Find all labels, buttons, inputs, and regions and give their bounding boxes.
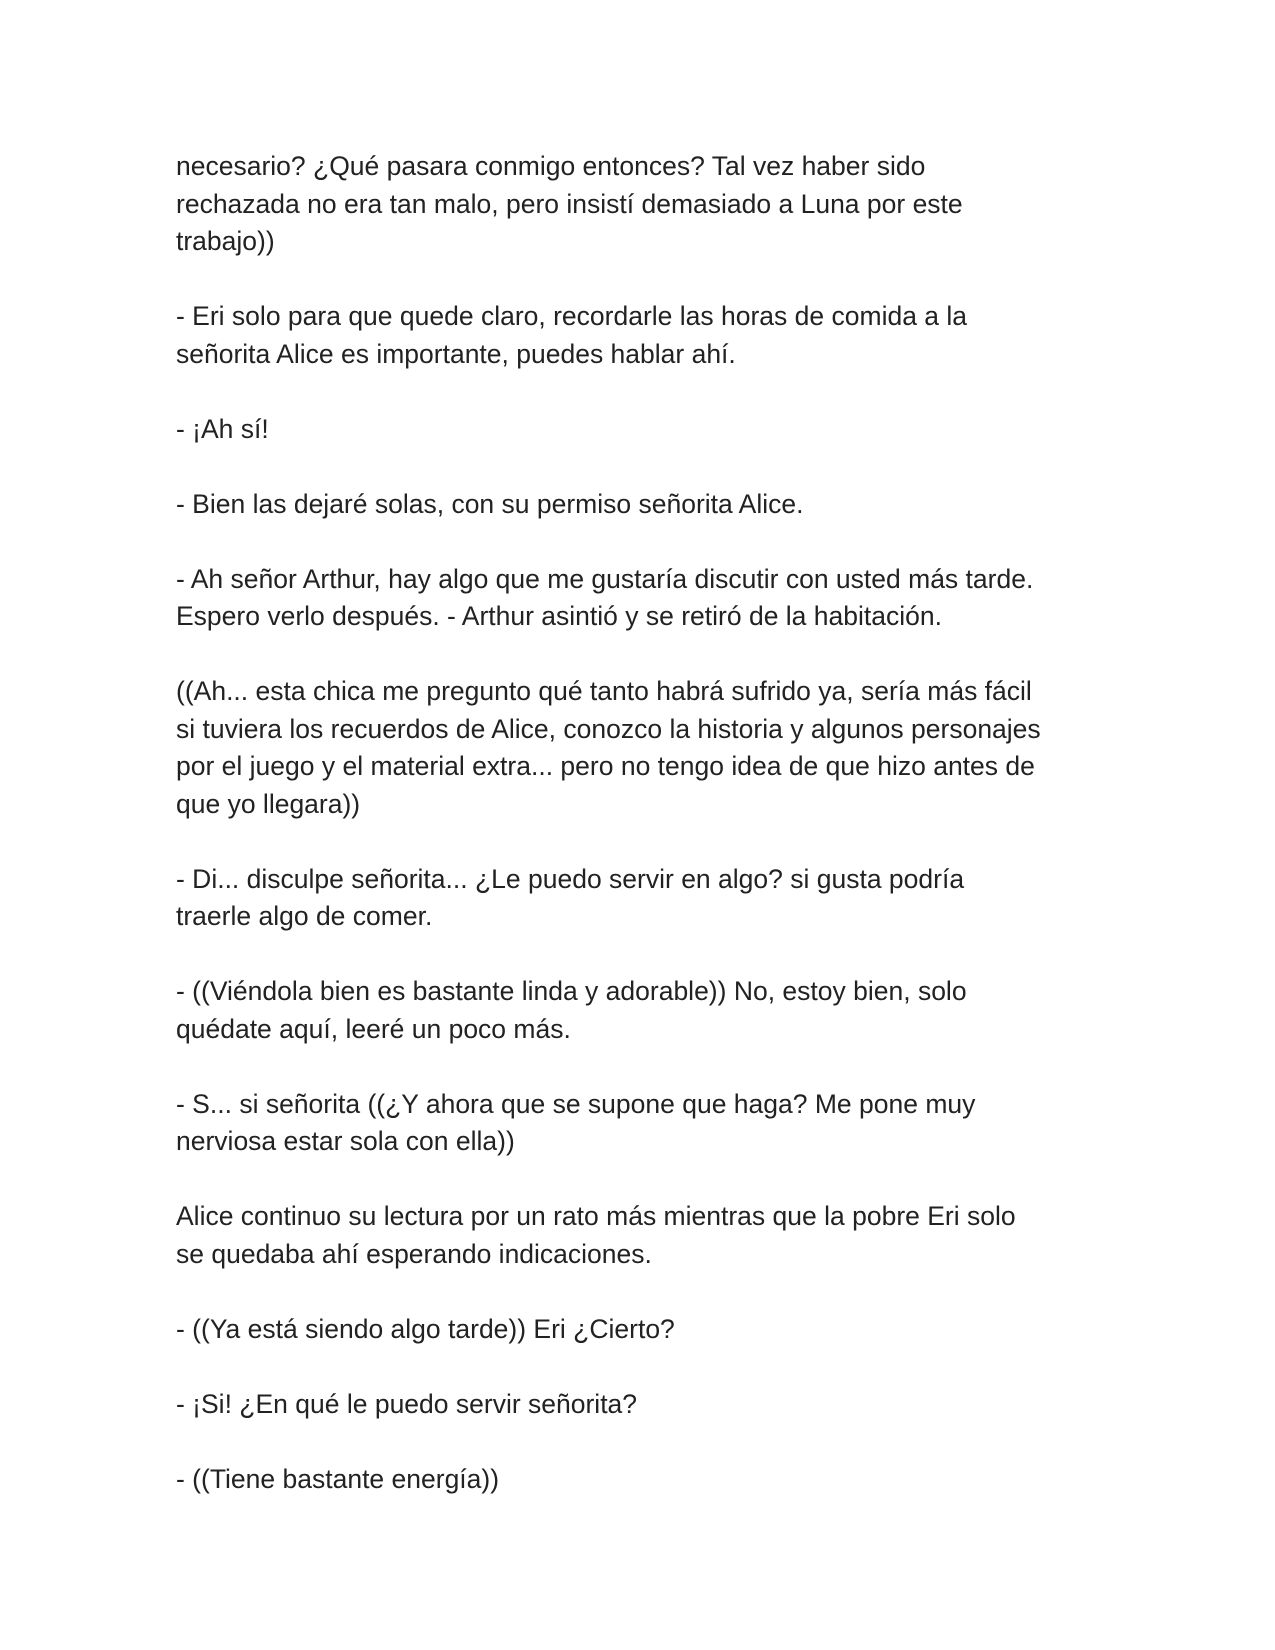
document-body <box>176 148 1116 1498</box>
paragraph: - ((Tiene bastante energía)) <box>176 1463 500 1494</box>
paragraph: - ¡Ah sí! <box>176 413 269 444</box>
paragraph: - ((Viéndola bien es bastante linda y adorable)) No, estoy bien, solo quédate aquí, leeré un poco más. <box>176 976 967 1044</box>
paragraph: - Di... disculpe señorita... ¿Le puedo servir en algo? si gusta podría traerle algo de comer. <box>176 863 965 931</box>
paragraph: - Ah señor Arthur, hay algo que me gustaría discutir con usted más tarde. Espero verlo después. - Arthur asintió y se retiró de la habitación. <box>176 563 1034 631</box>
paragraph: - S... si señorita ((¿Y ahora que se supone que haga? Me pone muy nerviosa estar sola con ella)) <box>176 1088 976 1156</box>
paragraph: - ((Ya está siendo algo tarde)) Eri ¿Cierto? <box>176 1313 675 1344</box>
paragraph: Alice continuo su lectura por un rato más mientras que la pobre Eri solo se quedaba ahí esperando indicaciones. <box>176 1201 1016 1269</box>
paragraph: - Bien las dejaré solas, con su permiso señorita Alice. <box>176 488 804 519</box>
paragraph: - ¡Si! ¿En qué le puedo servir señorita? <box>176 1388 638 1419</box>
paragraph: - Eri solo para que quede claro, recordarle las horas de comida a la señorita Alice es importante, puedes hablar ahí. <box>176 301 968 369</box>
paragraph: necesario? ¿Qué pasara conmigo entonces? Tal vez haber sido rechazada no era tan malo, pero insistí demasiado a Luna por este trabajo)) <box>176 151 963 256</box>
paragraph: ((Ah... esta chica me pregunto qué tanto habrá sufrido ya, sería más fácil si tuviera los recuerdos de Alice, conozco la historia y algunos personajes por el juego y el material extra... pero no tengo idea de que hizo antes de que yo llegara)) <box>176 676 1041 819</box>
